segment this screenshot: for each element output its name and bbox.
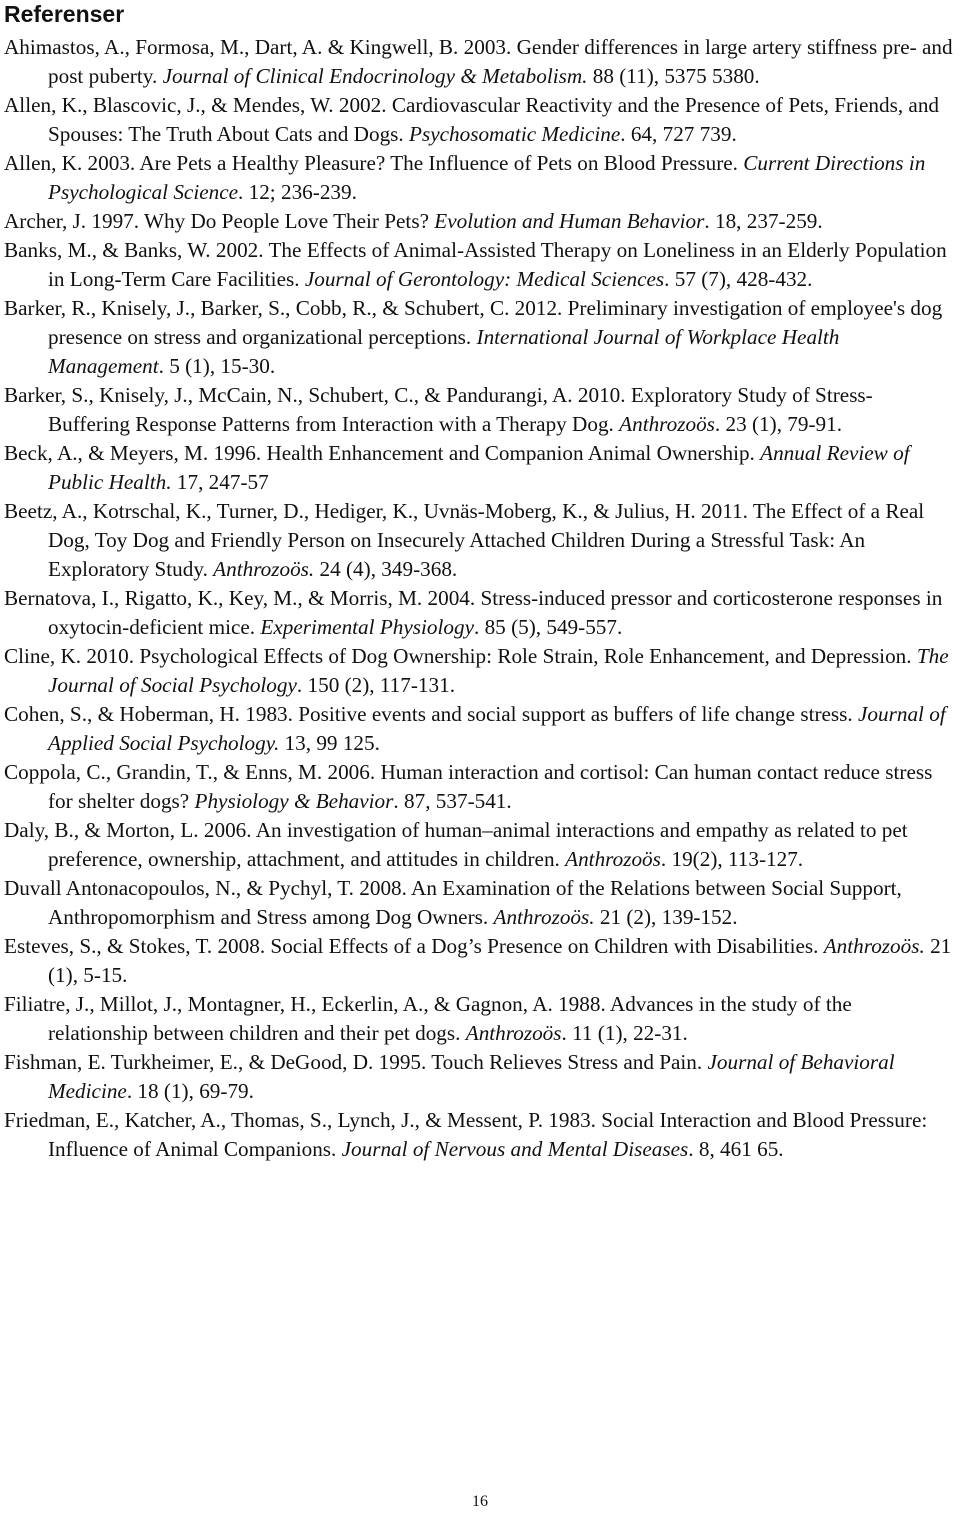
reference-entry (4, 381, 957, 439)
reference-details: . 5 (1), 15-30. (158, 354, 276, 378)
reference-entry (4, 642, 957, 700)
reference-details: 21 (1), 5-15. (48, 934, 952, 987)
reference-details: . 8, 461 65. (688, 1137, 784, 1161)
reference-journal: Anthrozoös (565, 847, 661, 871)
reference-entry (4, 758, 957, 816)
reference-entry (4, 91, 957, 149)
reference-entry (4, 990, 957, 1048)
reference-list (4, 33, 957, 1164)
reference-details: . 150 (2), 117-131. (296, 673, 456, 697)
reference-entry (4, 700, 957, 758)
reference-details: . 18, 237-259. (704, 209, 823, 233)
reference-details: 88 (11), 5375 5380. (587, 64, 760, 88)
references-heading: Referenser (4, 1, 125, 27)
reference-details: . 57 (7), 428-432. (664, 267, 813, 291)
reference-text: Beetz, A., Kotrschal, K., Turner, D., Hediger, K., Uvnäs-Moberg, K., & Julius, H. 2011. The Effect of a Real Dog, Toy Dog and Friendly Person on Insecurely Attached Children During a Stressful Task: An Exploratory Study. (4, 499, 925, 581)
reference-entry (4, 1048, 957, 1106)
reference-text: Esteves, S., & Stokes, T. 2008. Social Effects of a Dog’s Presence on Children with Disabilities. (4, 934, 824, 958)
reference-journal: Psychosomatic Medicine (409, 122, 621, 146)
reference-entry (4, 497, 957, 584)
reference-text: Fishman, E. Turkheimer, E., & DeGood, D. 1995. Touch Relieves Stress and Pain. (4, 1050, 708, 1074)
reference-details: . 64, 727 739. (620, 122, 737, 146)
reference-journal: Anthrozoös (465, 1021, 562, 1045)
reference-journal: Anthrozoös (619, 412, 715, 436)
reference-details: . 23 (1), 79-91. (714, 412, 843, 436)
reference-text: Daly, B., & Morton, L. 2006. An investigation of human–animal interactions and empathy as related to pet preference, ownership, attachment, and attitudes in children. (4, 818, 908, 871)
reference-journal: Experimental Physiology (260, 615, 474, 639)
reference-journal: The Journal of Social Psychology (48, 644, 949, 697)
reference-text: Cohen, S., & Hoberman, H. 1983. Positive events and social support as buffers of life change stress. (4, 702, 859, 726)
reference-details: 24 (4), 349-368. (314, 557, 458, 581)
reference-details: 17, 247-57 (171, 470, 269, 494)
reference-details: . 87, 537-541. (393, 789, 512, 813)
reference-text: Barker, S., Knisely, J., McCain, N., Schubert, C., & Pandurangi, A. 2010. Exploratory Study of Stress- Buffering Response Patterns from Interaction with a Therapy Dog. (4, 383, 873, 436)
reference-text: Duvall Antonacopoulos, N., & Pychyl, T. 2008. An Examination of the Relations between Social Support, Anthropomorphism and Stress among Dog Owners. (4, 876, 902, 929)
reference-journal: International Journal of Workplace Health Management (48, 325, 840, 378)
reference-text: Banks, M., & Banks, W. 2002. The Effects of Animal-Assisted Therapy on Loneliness in an Elderly Population in Long-Term Care Facilities. (4, 238, 947, 291)
reference-text: Archer, J. 1997. Why Do People Love Their Pets? (4, 209, 435, 233)
reference-journal: Journal of Gerontology: Medical Sciences (304, 267, 665, 291)
reference-text: Allen, K., Blascovic, J., & Mendes, W. 2002. Cardiovascular Reactivity and the Presence of Pets, Friends, and Spouses: The Truth About Cats and Dogs. (4, 93, 940, 146)
reference-journal: Journal of Nervous and Mental Diseases (341, 1137, 689, 1161)
reference-text: Ahimastos, A., Formosa, M., Dart, A. & Kingwell, B. 2003. Gender differences in large artery stiffness pre- and post puberty. (4, 35, 953, 88)
reference-text: Beck, A., & Meyers, M. 1996. Health Enhancement and Companion Animal Ownership. (4, 441, 761, 465)
reference-journal: Journal of Applied Social Psychology. (48, 702, 946, 755)
reference-details: . 18 (1), 69-79. (126, 1079, 254, 1103)
reference-journal: Evolution and Human Behavior (434, 209, 705, 233)
reference-journal: Annual Review of Public Health. (48, 441, 910, 494)
reference-details: 21 (2), 139-152. (594, 905, 738, 929)
page-number: 16 (472, 1493, 488, 1510)
reference-details: . 11 (1), 22-31. (561, 1021, 688, 1045)
reference-text: Cline, K. 2010. Psychological Effects of Dog Ownership: Role Strain, Role Enhancement, and Depression. (4, 644, 917, 668)
reference-details: . 12; 236-239. (238, 180, 357, 204)
reference-journal: Anthrozoös. (213, 557, 315, 581)
reference-details: . 19(2), 113-127. (660, 847, 804, 871)
reference-entry (4, 816, 957, 874)
reference-entry (4, 33, 957, 91)
reference-entry (4, 149, 957, 207)
reference-journal: Anthrozoös. (493, 905, 595, 929)
reference-entry (4, 207, 957, 236)
reference-entry (4, 1106, 957, 1164)
reference-entry (4, 932, 957, 990)
reference-journal: Physiology & Behavior (194, 789, 394, 813)
reference-text: Allen, K. 2003. Are Pets a Healthy Pleasure? The Influence of Pets on Blood Pressure. (4, 151, 744, 175)
reference-journal: Journal of Clinical Endocrinology & Metabolism. (162, 64, 588, 88)
reference-journal: Journal of Behavioral Medicine (48, 1050, 895, 1103)
reference-entry (4, 236, 957, 294)
reference-text: Barker, R., Knisely, J., Barker, S., Cobb, R., & Schubert, C. 2012. Preliminary investigation of employee's dog presence on stress and organizational perceptions. (4, 296, 943, 349)
reference-text: Coppola, C., Grandin, T., & Enns, M. 2006. Human interaction and cortisol: Can human contact reduce stress for shelter dogs? (4, 760, 933, 813)
reference-journal: Current Directions in Psychological Science (48, 151, 926, 204)
reference-details: . 85 (5), 549-557. (473, 615, 623, 639)
reference-entry (4, 439, 957, 497)
reference-details: 13, 99 125. (279, 731, 380, 755)
reference-text: Filiatre, J., Millot, J., Montagner, H., Eckerlin, A., & Gagnon, A. 1988. Advances in the study of the relationship between children and their pet dogs. (4, 992, 852, 1045)
reference-text: Bernatova, I., Rigatto, K., Key, M., & Morris, M. 2004. Stress-induced pressor and corticosterone responses in oxytocin-deficient mice. (4, 586, 943, 639)
reference-journal: Anthrozoös. (823, 934, 925, 958)
reference-entry (4, 874, 957, 932)
reference-entry (4, 294, 957, 381)
reference-text: Friedman, E., Katcher, A., Thomas, S., Lynch, J., & Messent, P. 1983. Social Interaction and Blood Pressure: Influence of Animal Companions. (4, 1108, 928, 1161)
reference-entry (4, 584, 957, 642)
